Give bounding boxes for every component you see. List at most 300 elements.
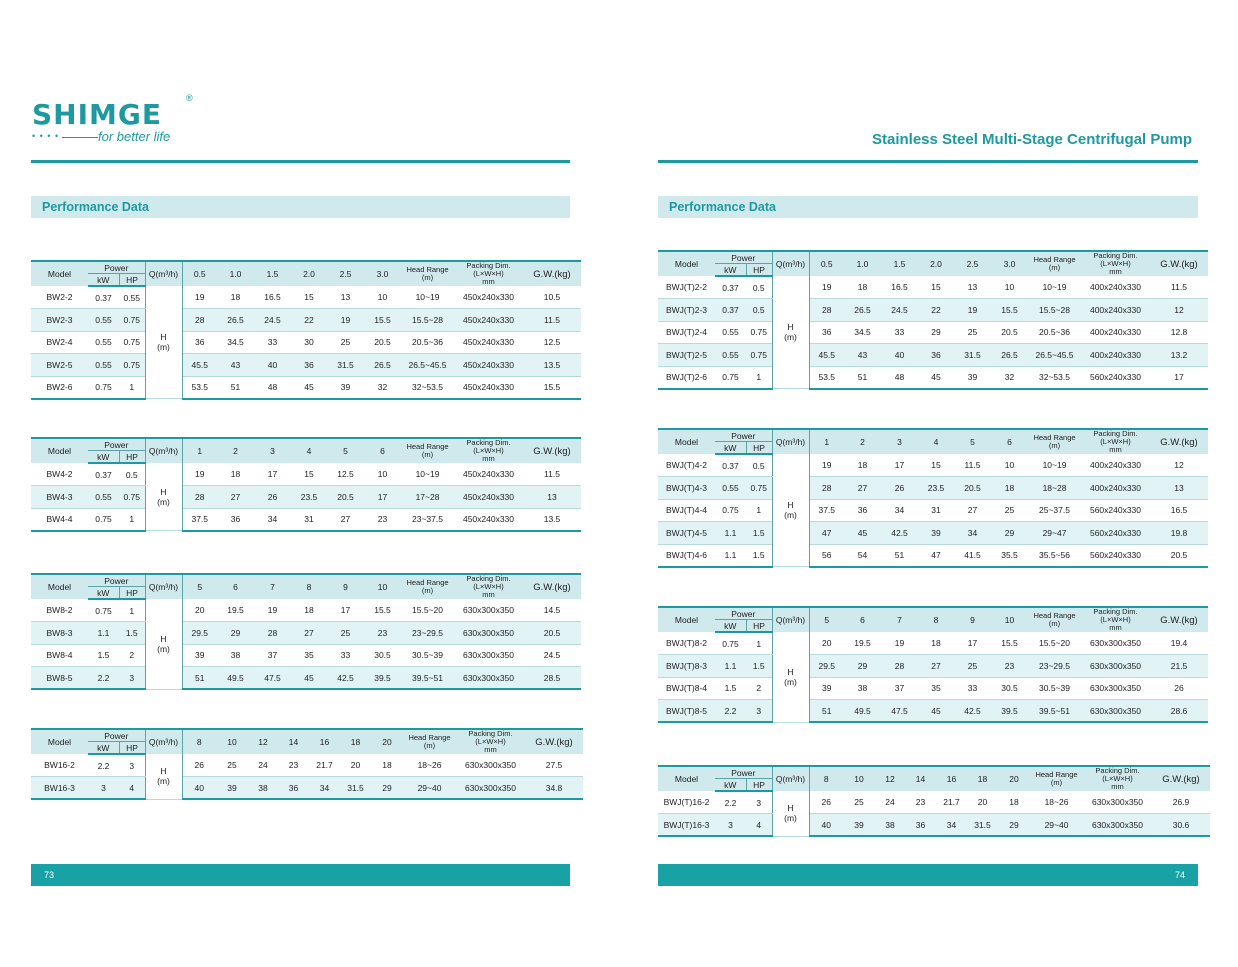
cell-packing-dim: 560x240x330	[1081, 366, 1150, 389]
col-header-head-range: Head Range (m)	[401, 574, 454, 599]
head-axis-label: H (m)	[145, 754, 182, 799]
cell-gross-weight: 24.5	[523, 644, 581, 667]
cell-head-range: 29~40	[1030, 814, 1083, 837]
cell-head: 20.5	[991, 321, 1028, 344]
cell-packing-dim: 400x240x330	[1081, 477, 1150, 500]
cell-model: BW2-2	[31, 286, 88, 309]
cell-packing-dim: 450x240x330	[454, 376, 523, 399]
cell-head: 26.5	[217, 309, 254, 332]
cell-head: 51	[844, 366, 881, 389]
cell-head: 48	[881, 366, 918, 389]
cell-head: 25	[327, 331, 364, 354]
cell-kw: 0.37	[715, 276, 746, 299]
table-row	[658, 791, 1210, 814]
cell-kw: 0.55	[88, 331, 119, 354]
col-header-kw: kW	[715, 264, 746, 277]
col-header-flow: 5	[327, 438, 364, 463]
cell-kw: 0.55	[715, 321, 746, 344]
col-header-flow: 5	[954, 429, 991, 454]
cell-kw: 0.37	[88, 286, 119, 309]
cell-head: 20	[809, 632, 844, 655]
cell-head: 24.5	[881, 299, 918, 322]
cell-packing-dim: 630x300x350	[454, 667, 523, 690]
cell-kw: 2.2	[88, 667, 119, 690]
cell-hp: 0.75	[746, 477, 772, 500]
cell-hp: 4	[119, 777, 145, 800]
col-header-model: Model	[31, 574, 88, 599]
col-header-packing-dim: Packing Dim. (L×W×H) mm	[456, 729, 525, 754]
col-header-packing-dim: Packing Dim. (L×W×H) mm	[1081, 429, 1150, 454]
cell-gross-weight: 13.5	[523, 508, 581, 531]
cell-head: 34	[309, 777, 340, 800]
head-axis-label: H (m)	[772, 791, 809, 836]
col-header-packing-dim: Packing Dim. (L×W×H) mm	[1083, 766, 1152, 791]
cell-head: 27	[291, 622, 327, 645]
cell-head-range: 32~53.5	[1028, 366, 1081, 389]
table-header-row	[31, 261, 581, 274]
col-header-hp: HP	[119, 451, 145, 464]
cell-head: 32	[991, 366, 1028, 389]
cell-gross-weight: 11.5	[523, 309, 581, 332]
col-header-flow: 2	[844, 429, 881, 454]
col-header-kw: kW	[88, 451, 119, 464]
cell-head-range: 20.5~36	[1028, 321, 1081, 344]
cell-head: 20.5	[327, 486, 364, 509]
table-row	[31, 486, 581, 509]
cell-head: 27	[844, 477, 881, 500]
cell-head: 11.5	[954, 454, 991, 477]
cell-hp: 0.5	[746, 276, 772, 299]
col-header-flow-unit: Q(m³/h)	[772, 429, 809, 454]
cell-head: 29	[371, 777, 403, 800]
col-header-kw: kW	[88, 587, 119, 600]
cell-head: 38	[844, 677, 881, 700]
cell-head: 31	[291, 508, 327, 531]
cell-hp: 0.75	[119, 309, 145, 332]
cell-head: 19	[327, 309, 364, 332]
cell-kw: 3	[88, 777, 119, 800]
performance-table	[31, 728, 583, 800]
cell-gross-weight: 20.5	[523, 622, 581, 645]
table-row	[31, 667, 581, 690]
cell-head: 35	[291, 644, 327, 667]
col-header-flow: 1.0	[217, 261, 254, 286]
performance-table	[658, 765, 1210, 837]
cell-head: 28	[182, 486, 217, 509]
col-header-flow: 12	[875, 766, 905, 791]
cell-head: 33	[954, 677, 991, 700]
cell-packing-dim: 450x240x330	[454, 508, 523, 531]
cell-hp: 1	[746, 632, 772, 655]
cell-head: 25	[954, 321, 991, 344]
cell-head: 18	[217, 286, 254, 309]
col-header-flow: 5	[182, 574, 217, 599]
col-header-model: Model	[658, 429, 715, 454]
cell-gross-weight: 30.6	[1152, 814, 1210, 837]
cell-kw: 1.1	[715, 655, 746, 678]
cell-head: 34.5	[217, 331, 254, 354]
col-header-model: Model	[658, 766, 715, 791]
cell-head: 19	[182, 286, 217, 309]
col-header-flow: 0.5	[809, 251, 844, 276]
cell-head-range: 23~29.5	[401, 622, 454, 645]
cell-head: 20	[340, 754, 371, 777]
col-header-flow: 10	[991, 607, 1028, 632]
table-row	[31, 309, 581, 332]
cell-model: BWJ(T)16-2	[658, 791, 715, 814]
cell-head: 47	[918, 544, 954, 567]
cell-head: 42.5	[327, 667, 364, 690]
cell-kw: 0.55	[715, 344, 746, 367]
cell-head: 27	[918, 655, 954, 678]
cell-head: 22	[291, 309, 327, 332]
cell-head: 35.5	[991, 544, 1028, 567]
col-header-flow: 1	[182, 438, 217, 463]
cell-head: 53.5	[809, 366, 844, 389]
cell-head: 27	[954, 499, 991, 522]
cell-gross-weight: 15.5	[523, 376, 581, 399]
cell-head: 39	[327, 376, 364, 399]
cell-kw: 0.55	[88, 486, 119, 509]
cell-head: 25	[843, 791, 875, 814]
table-row	[31, 331, 581, 354]
cell-head-range: 15.5~20	[1028, 632, 1081, 655]
cell-head: 36	[217, 508, 254, 531]
cell-hp: 3	[119, 754, 145, 777]
cell-head: 15	[291, 286, 327, 309]
cell-head: 26	[254, 486, 291, 509]
table-header-row	[658, 251, 1208, 264]
cell-packing-dim: 450x240x330	[454, 463, 523, 486]
cell-kw: 3	[715, 814, 746, 837]
cell-head: 34	[254, 508, 291, 531]
col-header-flow: 1.0	[844, 251, 881, 276]
cell-model: BWJ(T)2-6	[658, 366, 715, 389]
cell-model: BWJ(T)2-5	[658, 344, 715, 367]
cell-gross-weight: 19.8	[1150, 522, 1208, 545]
col-header-head-range: Head Range (m)	[1028, 429, 1081, 454]
cell-model: BW4-3	[31, 486, 88, 509]
cell-kw: 2.2	[715, 700, 746, 723]
col-header-gross-weight: G.W.(kg)	[1152, 766, 1210, 791]
table-header-row	[658, 607, 1208, 620]
col-header-model: Model	[31, 261, 88, 286]
cell-head: 13	[327, 286, 364, 309]
cell-model: BW8-3	[31, 622, 88, 645]
col-header-kw: kW	[88, 274, 119, 287]
cell-head: 25	[216, 754, 248, 777]
performance-table	[31, 437, 581, 532]
cell-packing-dim: 630x300x350	[1083, 791, 1152, 814]
cell-model: BW2-4	[31, 331, 88, 354]
cell-head: 15	[918, 454, 954, 477]
cell-kw: 0.75	[715, 366, 746, 389]
cell-head-range: 18~26	[403, 754, 456, 777]
cell-head-range: 15.5~28	[401, 309, 454, 332]
table-row	[658, 522, 1208, 545]
performance-table	[658, 606, 1208, 723]
cell-head: 39	[918, 522, 954, 545]
col-header-hp: HP	[119, 742, 145, 755]
head-axis-label: H (m)	[772, 632, 809, 722]
cell-head: 29	[998, 814, 1030, 837]
table-row	[31, 754, 583, 777]
cell-head: 13	[954, 276, 991, 299]
cell-head: 51	[881, 544, 918, 567]
cell-head-range: 15.5~28	[1028, 299, 1081, 322]
cell-packing-dim: 450x240x330	[454, 486, 523, 509]
cell-head: 36	[918, 344, 954, 367]
cell-packing-dim: 630x300x350	[1083, 814, 1152, 837]
cell-head: 45	[844, 522, 881, 545]
col-header-flow-unit: Q(m³/h)	[772, 766, 809, 791]
registered-mark: ®	[186, 93, 193, 103]
table-row	[31, 508, 581, 531]
col-header-power: Power	[715, 607, 772, 620]
table-row	[658, 276, 1208, 299]
cell-packing-dim: 630x300x350	[454, 644, 523, 667]
cell-model: BW2-5	[31, 354, 88, 377]
cell-head: 15.5	[364, 599, 401, 622]
cell-hp: 1	[746, 499, 772, 522]
cell-head: 18	[844, 276, 881, 299]
brand-logo: SHIMGE	[32, 98, 162, 131]
col-header-flow: 10	[364, 574, 401, 599]
cell-head-range: 10~19	[1028, 454, 1081, 477]
col-header-head-range: Head Range (m)	[1030, 766, 1083, 791]
cell-head: 34	[881, 499, 918, 522]
cell-hp: 0.75	[119, 354, 145, 377]
cell-packing-dim: 630x300x350	[1081, 677, 1150, 700]
cell-head: 10	[991, 276, 1028, 299]
cell-head-range: 18~26	[1030, 791, 1083, 814]
cell-model: BWJ(T)2-4	[658, 321, 715, 344]
col-header-hp: HP	[746, 442, 772, 455]
document-title: Stainless Steel Multi-Stage Centrifugal Pump	[872, 131, 1193, 148]
left-section-bar	[31, 196, 570, 218]
col-header-flow: 8	[918, 607, 954, 632]
cell-head: 25	[954, 655, 991, 678]
cell-head: 18	[844, 454, 881, 477]
left-footer-bar	[31, 864, 570, 886]
cell-head: 29.5	[182, 622, 217, 645]
cell-head: 31.5	[967, 814, 998, 837]
col-header-flow: 3.0	[364, 261, 401, 286]
col-header-flow: 2.0	[918, 251, 954, 276]
cell-head-range: 26.5~45.5	[1028, 344, 1081, 367]
cell-head: 28	[254, 622, 291, 645]
cell-packing-dim: 400x240x330	[1081, 299, 1150, 322]
col-header-flow: 9	[954, 607, 991, 632]
cell-hp: 0.5	[746, 454, 772, 477]
cell-head: 17	[364, 486, 401, 509]
table-row	[658, 454, 1208, 477]
page-number-right: 74	[1174, 870, 1185, 880]
cell-kw: 0.37	[715, 299, 746, 322]
cell-kw: 2.2	[88, 754, 119, 777]
cell-hp: 0.75	[746, 344, 772, 367]
col-header-flow: 6	[991, 429, 1028, 454]
cell-hp: 4	[746, 814, 772, 837]
cell-model: BWJ(T)4-3	[658, 477, 715, 500]
brand-tagline: for better life	[98, 129, 171, 144]
cell-head: 18	[217, 463, 254, 486]
page-number-left: 73	[44, 870, 55, 880]
table-row	[658, 321, 1208, 344]
col-header-flow: 4	[291, 438, 327, 463]
cell-head: 37	[254, 644, 291, 667]
col-header-gross-weight: G.W.(kg)	[1150, 429, 1208, 454]
cell-kw: 2.2	[715, 791, 746, 814]
col-header-flow: 9	[327, 574, 364, 599]
cell-gross-weight: 10.5	[523, 286, 581, 309]
cell-head: 29.5	[809, 655, 844, 678]
col-header-flow: 2.5	[954, 251, 991, 276]
table-row	[31, 354, 581, 377]
cell-head: 27	[217, 486, 254, 509]
col-header-flow: 18	[340, 729, 371, 754]
col-header-packing-dim: Packing Dim. (L×W×H) mm	[1081, 607, 1150, 632]
cell-head: 45	[918, 366, 954, 389]
col-header-flow: 8	[809, 766, 843, 791]
col-header-flow-unit: Q(m³/h)	[772, 251, 809, 276]
cell-head: 38	[248, 777, 278, 800]
table-header-row	[658, 766, 1210, 779]
cell-head: 28	[182, 309, 217, 332]
head-axis-label: H (m)	[772, 454, 809, 567]
col-header-flow-unit: Q(m³/h)	[145, 574, 182, 599]
cell-head: 51	[809, 700, 844, 723]
cell-head: 34	[954, 522, 991, 545]
cell-gross-weight: 19.4	[1150, 632, 1208, 655]
cell-head: 24	[248, 754, 278, 777]
table-row	[658, 632, 1208, 655]
cell-head-range: 18~28	[1028, 477, 1081, 500]
col-header-head-range: Head Range (m)	[401, 438, 454, 463]
cell-model: BW4-2	[31, 463, 88, 486]
col-header-flow-unit: Q(m³/h)	[772, 607, 809, 632]
cell-model: BWJ(T)8-4	[658, 677, 715, 700]
table-header-row	[31, 438, 581, 451]
cell-head: 26	[809, 791, 843, 814]
cell-model: BWJ(T)4-2	[658, 454, 715, 477]
cell-hp: 0.5	[119, 463, 145, 486]
cell-head: 22	[918, 299, 954, 322]
cell-head: 24.5	[254, 309, 291, 332]
cell-gross-weight: 26.9	[1152, 791, 1210, 814]
col-header-flow: 8	[182, 729, 216, 754]
cell-model: BW8-4	[31, 644, 88, 667]
col-header-packing-dim: Packing Dim. (L×W×H) mm	[454, 574, 523, 599]
cell-head: 34.5	[844, 321, 881, 344]
table-row	[31, 286, 581, 309]
cell-packing-dim: 630x300x350	[456, 777, 525, 800]
cell-head: 48	[254, 376, 291, 399]
col-header-flow: 14	[905, 766, 936, 791]
col-header-power: Power	[88, 574, 145, 587]
cell-hp: 1.5	[119, 622, 145, 645]
cell-head: 15.5	[991, 632, 1028, 655]
cell-head: 15	[291, 463, 327, 486]
cell-head: 17	[327, 599, 364, 622]
cell-head: 38	[875, 814, 905, 837]
cell-head: 23.5	[291, 486, 327, 509]
col-header-flow: 16	[936, 766, 967, 791]
cell-head: 36	[182, 331, 217, 354]
col-header-model: Model	[658, 251, 715, 276]
col-header-flow: 3	[881, 429, 918, 454]
cell-head-range: 30.5~39	[1028, 677, 1081, 700]
table-row	[658, 814, 1210, 837]
cell-packing-dim: 450x240x330	[454, 354, 523, 377]
cell-head: 30	[291, 331, 327, 354]
table-header-row	[658, 429, 1208, 442]
cell-head: 31.5	[327, 354, 364, 377]
cell-head: 30.5	[991, 677, 1028, 700]
cell-head: 26.5	[844, 299, 881, 322]
cell-head: 23	[905, 791, 936, 814]
performance-table	[658, 428, 1208, 568]
cell-head: 26	[881, 477, 918, 500]
cell-packing-dim: 400x240x330	[1081, 344, 1150, 367]
cell-kw: 1.1	[88, 622, 119, 645]
cell-hp: 0.5	[746, 299, 772, 322]
cell-head: 42.5	[881, 522, 918, 545]
cell-head: 33	[327, 644, 364, 667]
col-header-flow: 5	[809, 607, 844, 632]
cell-gross-weight: 27.5	[525, 754, 583, 777]
cell-head: 53.5	[182, 376, 217, 399]
col-header-flow: 2.0	[291, 261, 327, 286]
table-row	[31, 463, 581, 486]
cell-hp: 1	[119, 508, 145, 531]
cell-head: 23	[364, 508, 401, 531]
cell-head: 23	[991, 655, 1028, 678]
cell-head: 29	[844, 655, 881, 678]
col-header-power: Power	[88, 729, 145, 742]
cell-packing-dim: 560x240x330	[1081, 522, 1150, 545]
cell-head: 19	[254, 599, 291, 622]
cell-gross-weight: 16.5	[1150, 499, 1208, 522]
cell-head: 28	[881, 655, 918, 678]
table-row	[658, 299, 1208, 322]
table-row	[658, 499, 1208, 522]
cell-head: 51	[217, 376, 254, 399]
col-header-flow: 16	[309, 729, 340, 754]
col-header-flow: 6	[844, 607, 881, 632]
cell-gross-weight: 12.8	[1150, 321, 1208, 344]
cell-head: 25	[327, 622, 364, 645]
cell-kw: 1.5	[715, 677, 746, 700]
col-header-flow: 10	[843, 766, 875, 791]
col-header-flow-unit: Q(m³/h)	[145, 261, 182, 286]
table-row	[31, 777, 583, 800]
cell-gross-weight: 13	[523, 486, 581, 509]
table-row	[658, 655, 1208, 678]
cell-head: 19	[182, 463, 217, 486]
cell-gross-weight: 28.6	[1150, 700, 1208, 723]
col-header-flow: 6	[364, 438, 401, 463]
cell-model: BWJ(T)8-3	[658, 655, 715, 678]
cell-head: 17	[954, 632, 991, 655]
table-row	[658, 477, 1208, 500]
cell-gross-weight: 28.5	[523, 667, 581, 690]
cell-head: 19	[809, 454, 844, 477]
cell-head: 40	[182, 777, 216, 800]
section-title: Performance Data	[669, 200, 776, 214]
col-header-flow: 10	[216, 729, 248, 754]
cell-head: 45.5	[809, 344, 844, 367]
